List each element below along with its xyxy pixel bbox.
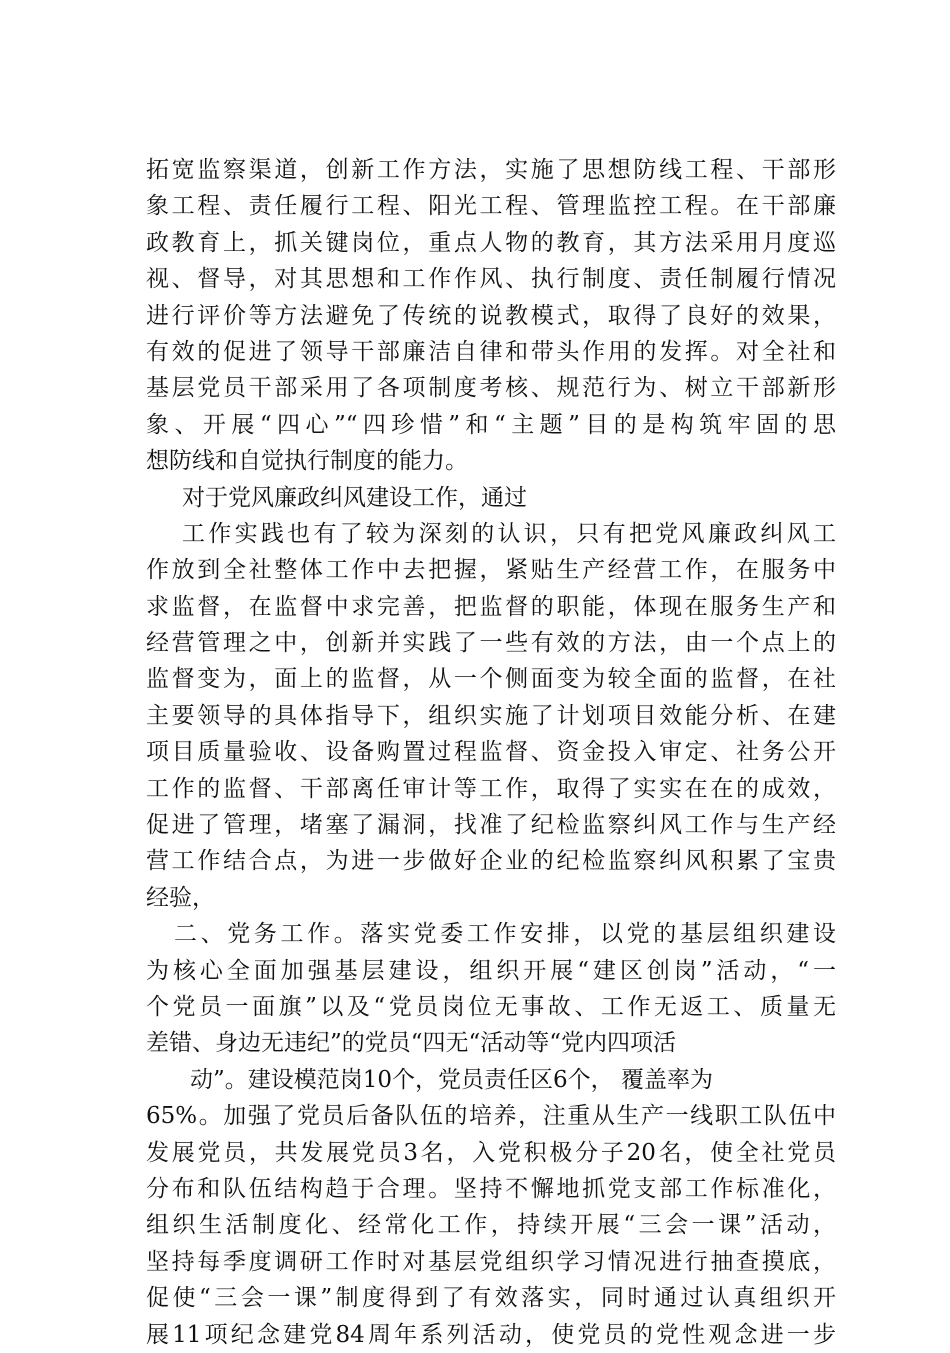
text-line: 个党员一面旗”以及“党员岗位无事故、工作无返工、质量无 [146, 993, 836, 1020]
text-line: 求监督，在监督中求完善，把监督的职能，体现在服务生产和 [146, 593, 836, 620]
document-body [146, 152, 836, 1353]
text-line: 工作的监督、干部离任审计等工作，取得了实实在在的成效， [146, 775, 836, 802]
text-line: 经营管理之中，创新并实践了一些有效的方法，由一个点上的 [146, 630, 836, 657]
text-line: 65%。加强了党员后备队伍的培养，注重从生产一线职工队伍中 [146, 1103, 836, 1130]
text-line: 分布和队伍结构趋于合理。坚持不懈地抓党支部工作标准化， [146, 1175, 836, 1202]
text-line: 发展党员，共发展党员3名，入党积极分子20名，使全社党员 [146, 1139, 836, 1166]
text-line: 促使“三会一课”制度得到了有效落实，同时通过认真组织开 [146, 1285, 836, 1312]
text-line: 组织生活制度化、经常化工作，持续开展“三会一课”活动， [146, 1212, 836, 1239]
text-line: 展11项纪念建党84周年系列活动，使党员的党性观念进一步 [146, 1321, 836, 1348]
text-line: 营工作结合点，为进一步做好企业的纪检监察纠风积累了宝贵 [146, 848, 836, 875]
text-line: 象工程、责任履行工程、阳光工程、管理监控工程。在干部廉 [146, 193, 836, 220]
text-line: 二、党务工作。落实党委工作安排，以党的基层组织建设 [174, 921, 836, 948]
text-line: 坚持每季度调研工作时对基层党组织学习情况进行抽查摸底， [146, 1248, 836, 1275]
text-line: 差错、身边无违纪”的党员“四无“活动等“党内四项活 [146, 1030, 677, 1057]
text-line: 视、督导，对其思想和工作作风、执行制度、责任制履行情况 [146, 266, 836, 293]
text-line: 为核心全面加强基层建设，组织开展“建区创岗”活动，“一 [146, 957, 836, 984]
text-line: 监督变为，面上的监督，从一个侧面变为较全面的监督，在社 [146, 666, 836, 693]
text-line: 政教育上，抓关键岗位，重点人物的教育，其方法采用月度巡 [146, 229, 836, 256]
text-line: 主要领导的具体指导下，组织实施了计划项目效能分析、在建 [146, 702, 836, 729]
text-line: 促进了管理，堵塞了漏洞，找准了纪检监察纠风工作与生产经 [146, 812, 836, 839]
text-line: 有效的促进了领导干部廉洁自律和带头作用的发挥。对全社和 [146, 338, 836, 365]
text-line: 进行评价等方法避免了传统的说教模式，取得了良好的效果， [146, 302, 836, 329]
text-line: 项目质量验收、设备购置过程监督、资金投入审定、社务公开 [146, 739, 836, 766]
text-line: 工作实践也有了较为深刻的认识，只有把党风廉政纠风工 [182, 520, 836, 547]
text-line: 动”。建设模范岗10个，党员责任区6个， 覆盖率为 [190, 1066, 713, 1093]
text-line: 象、开展“四心”“四珍惜”和“主题”目的是构筑牢固的思 [146, 411, 836, 438]
text-line: 经验， [146, 884, 215, 911]
text-line: 作放到全社整体工作中去把握，紧贴生产经营工作，在服务中 [146, 557, 836, 584]
text-line: 对于党风廉政纠风建设工作，通过 [182, 484, 527, 511]
text-line: 基层党员干部采用了各项制度考核、规范行为、树立干部新形 [146, 375, 836, 402]
text-line: 拓宽监察渠道，创新工作方法，实施了思想防线工程、干部形 [146, 157, 836, 183]
text-line: 想防线和自觉执行制度的能力。 [146, 448, 468, 475]
